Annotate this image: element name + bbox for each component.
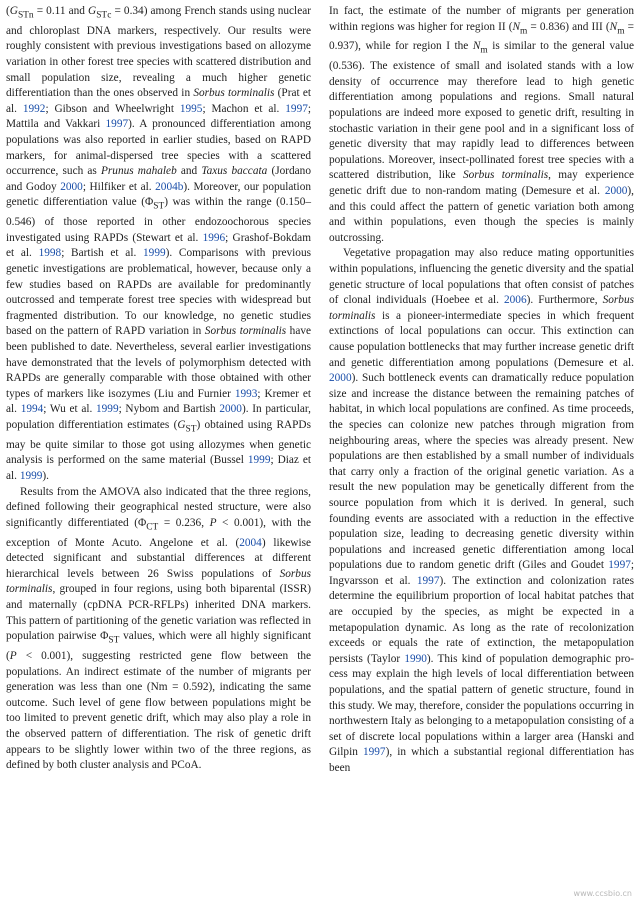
two-column-body bbox=[6, 4, 634, 777]
right-paragraph-1: In fact, the estimate of the number of migrants per generation within regions was higher for region II $(N_m = 0.836)$ and III $(N_m = 0.937)$, while for region I the $N_m$ is similar to the general value (0.536). The existence of small and isolated stands with a low density of occurrence may therefore lead to high genetic differentiation among populations and regions. Small natural populations are indeed more exposed to genetic drift, resulting in stochastic variation in their gene pool and in a significant loss of genetic diversity that may rapidly lead to differences between populations. Moreover, insect-pollinated forest tree species with a scattered distribution, like Sorbus torminalis, may experience genetic drift due to non-random mating (Demesure et al. 2000), and this could affect the pattern of genetic variation both among and within populations, even though the species is mainly outcrossing. bbox=[329, 5, 634, 244]
right-paragraph-2: Vegetative propagation may also reduce mating opportunities within populations, influencing the genetic diversity and the spatial genetic structure of local populations that often consist of patches of clonal individuals (Hoebee et al. 2006). Furthermore, Sorbus torminalis is a pioneer-intermediate species in which frequent extinctions of local populations can occur. This extinction can cause population bottlenecks that may further increase genetic drift and genetic differentiation among populations (Demesure et al. 2000). Such bottleneck events can dramatically reduce population size and increase the distance between the remaining patches of habitat, in which local populations are confined. As time proceeds, the species can colonize new patches through migration from neighbouring areas, where the species was already present. New populations are then established by a small number of individuals that carry only a fraction of the original genetic variation. As a result the new population may be genetically different from the source population from which it is derived. In general, such founding events are associated with a reduction in the effective population size, leading to decreasing genetic diversity within populations and increased genetic differentiation among local populations due to random genetic drift (Giles and Goudet 1997; Ingvarsson et al. 1997). The extinction and colonization rates determine the equilibrium proportion of local habitat patches that are occupied by the species, as might be expected in a metapopulation dynamic. As long as the rate of recolonization exceeds or equals the rate of extinction, the metapopulation persists (Taylor 1990). This kind of population demographic process may explain the high levels of local differentiation between populations, and the spatial pattern of genetic structure, found in this study. We may, therefore, consider the populations occurring in northwestern Italy as belonging to a metapopulation consisting of a set of discrete local populations within a larger area (Hanski and Gilpin 1997), in which a substantial regional differentiation has been bbox=[329, 247, 634, 774]
right-column bbox=[329, 4, 634, 777]
left-paragraph-2: Results from the AMOVA also indicated that the three regions, defined following their geographical nested structure, were also significantly differentiated ($\Phi_{CT} = 0.236$, P < 0.001), with the exception of Monte Acuto. Angelone et al. (2004) likewise detected significant and substantial differences at different hierarchical levels between 26 Swiss populations of Sorbus torminalis, grouped in four regions, using both biparental (ISSR) and maternally (cpDNA PCR-RFLPs) inherited DNA markers. This pattern of partitioning of the genetic variation was reflected in population pairwise $\Phi_{ST}$ values, which were all highly significant (P < 0.001), suggesting restricted gene flow between the populations. An indirect estimate of the number of migrants per generation was less than one (Nm = 0.592), indicating the same outcome. Such level of gene flow between populations might be too limited to prevent genetic drift, which may also play a role in the observed pattern of differentiation. The risk of genetic drift appears to be slightly lower within two of the three regions, as defined by both cluster analysis and PCoA. bbox=[6, 485, 312, 772]
left-paragraph-1: ($G_{STn} = 0.11$ and $G_{STc} = 0.34$) among French stands using nuclear and chloroplast DNA markers, respectively. Our results were roughly consistent with previous investigations based on allozyme variation in other forest tree species with scattered distribution and small population size, revealing a much higher genetic differentiation than the ones observed in Sorbus torminalis (Prat et al. 1992; Gibson and Wheelwright 1995; Machon et al. 1997; Mattila and Vakkari 1997). A pronounced differentiation among populations was also reported in earlier studies, based on RAPD markers, for animal-dispersed tree species with a scattered occurrence, such as Prunus mahaleb and Taxus baccata (Jordano and Godoy 2000; Hilfiker et al. 2004b). Moreover, our population genetic differentiation value $(\Phi_{ST})$ was within the range (0.150–0.546) of those reported in other endozoochorous species investigated using RAPDs (Stewart et al. 1996; Grashof-Bokdam et al. 1998; Bartish et al. 1999). Comparisons with previous genetic investigations are problematical, however, because only a few studies based on RAPDs are available for predominantly outcrossed and temperate forest tree species with widespread but fragmented distribution. To our knowledge, no genetic studies based on the pattern of RAPD variation in Sorbus torminalis have been published to date. Nevertheless, several earlier investigations have demonstrated that the levels of polymorphism detected with RAPDs are generally comparable with those obtained with other types of markers like isozymes (Liu and Furnier 1993; Kremer et al. 1994; Wu et al. 1999; Nybom and Bartish 2000). In particular, population differentiation estimates $(G_{ST})$ obtained using RAPDs may be quite similar to those got using allozymes when genetic analysis is performed on the same material (Bussel 1999; Diaz et al. 1999). bbox=[6, 5, 312, 482]
left-column bbox=[6, 4, 311, 777]
watermark-text: www.ccsbio.cn bbox=[573, 889, 632, 898]
